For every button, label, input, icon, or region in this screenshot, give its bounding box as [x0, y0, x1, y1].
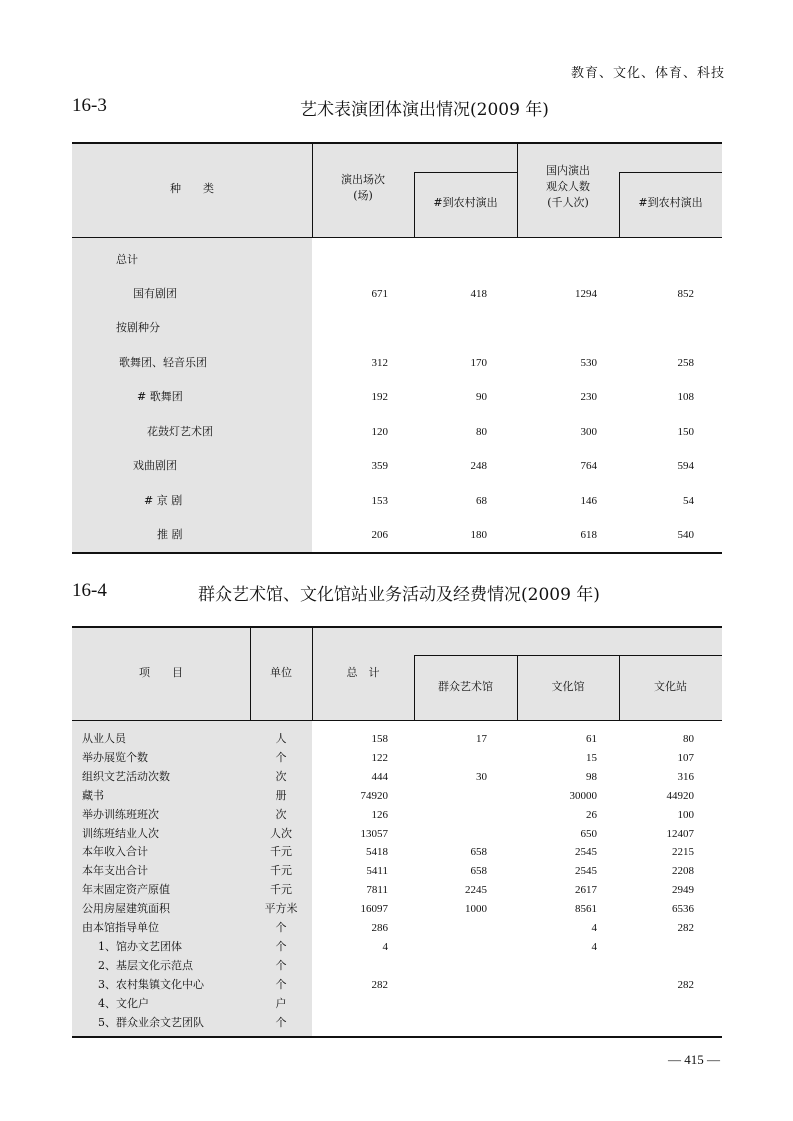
- t2-cell: 74920: [360, 790, 388, 802]
- t1-cell: 359: [371, 460, 388, 472]
- table1-number: 16-3: [72, 95, 107, 116]
- t2-header-total: 总 计: [346, 666, 380, 679]
- t1-row-label: 歌舞团、轻音乐团: [119, 356, 207, 369]
- t1-header-category: 种 类: [170, 182, 214, 195]
- t2-row-label: 4、文化户: [98, 997, 149, 1010]
- t2-cell: 16097: [360, 903, 388, 915]
- t1-cell: 120: [371, 426, 388, 438]
- t2-cell: 282: [371, 979, 388, 991]
- t1-header-shows-rural: #到农村演出: [433, 196, 498, 209]
- t2-cell: 650: [580, 828, 597, 840]
- t1-row-label: 国有剧团: [133, 287, 177, 300]
- t2-cell: 2949: [672, 884, 694, 896]
- t2-cell: 98: [586, 771, 597, 783]
- t1-cell: 180: [470, 529, 487, 541]
- t1-cell: 764: [580, 460, 597, 472]
- t1-cell: 671: [371, 288, 388, 300]
- t2-row-unit: 千元: [270, 845, 292, 858]
- t1-cell: 312: [371, 357, 388, 369]
- t2-cell: 6536: [672, 903, 694, 915]
- t2-cell: 282: [677, 979, 694, 991]
- t2-row-unit: 千元: [270, 883, 292, 896]
- t2-row-label: 2、基层文化示范点: [98, 959, 193, 972]
- t2-cell: 12407: [666, 828, 694, 840]
- t1-cell: 530: [580, 357, 597, 369]
- t1-cell: 146: [580, 495, 597, 507]
- t2-cell: 126: [371, 809, 388, 821]
- t2-cell: 7811: [366, 884, 388, 896]
- t2-cell: 2208: [672, 865, 694, 877]
- t2-cell: 61: [586, 733, 597, 745]
- t2-cell: 80: [683, 733, 694, 745]
- t1-cell: 90: [476, 391, 487, 403]
- t2-row-label: 年末固定资产原值: [82, 883, 170, 896]
- t2-cell: 5411: [366, 865, 388, 877]
- t2-cell: 444: [371, 771, 388, 783]
- t2-row-label: 由本馆指导单位: [82, 921, 159, 934]
- t2-cell: 100: [677, 809, 694, 821]
- table2-title: 群众艺术馆、文化馆站业务活动及经费情况(2009 年): [198, 585, 600, 605]
- t1-row-label: # 京 剧: [144, 494, 183, 507]
- t1-row-label: 按剧种分: [116, 321, 160, 334]
- t2-row-label: 公用房屋建筑面积: [82, 902, 170, 915]
- t2-row-unit: 人次: [270, 827, 292, 840]
- t2-cell: 15: [586, 752, 597, 764]
- t2-row-label: 训练班结业人次: [82, 827, 159, 840]
- t2-row-label: 从业人员: [82, 732, 126, 745]
- t2-cell: 2545: [575, 846, 597, 858]
- t2-cell: 4: [382, 941, 388, 953]
- t1-cell: 618: [580, 529, 597, 541]
- t2-cell: 158: [371, 733, 388, 745]
- t2-cell: 122: [371, 752, 388, 764]
- t2-row-unit: 个: [275, 921, 287, 934]
- running-header: 教育、文化、体育、科技: [570, 66, 725, 81]
- t2-row-unit: 个: [275, 940, 287, 953]
- t1-cell: 108: [677, 391, 694, 403]
- t1-cell: 248: [470, 460, 487, 472]
- table2-number: 16-4: [72, 580, 107, 601]
- t1-row-label: 总计: [116, 253, 138, 266]
- t1-cell: 206: [371, 529, 388, 541]
- t2-row-unit: 平方米: [264, 902, 298, 915]
- t2-cell: 30: [476, 771, 487, 783]
- t2-cell: 44920: [666, 790, 694, 802]
- t1-cell: 1294: [575, 288, 597, 300]
- t2-cell: 658: [470, 846, 487, 858]
- t2-row-unit: 次: [275, 808, 287, 821]
- t1-header-shows: 演出场次 (场): [341, 173, 385, 202]
- t2-cell: 30000: [569, 790, 597, 802]
- t2-row-label: 1、馆办文艺团体: [98, 940, 182, 953]
- t1-cell: 258: [677, 357, 694, 369]
- t1-cell: 170: [470, 357, 487, 369]
- t2-row-unit: 册: [275, 789, 287, 802]
- t2-cell: 4: [591, 922, 597, 934]
- t2-row-label: 举办展览个数: [82, 751, 148, 764]
- t2-row-unit: 次: [275, 770, 287, 783]
- t1-cell: 230: [580, 391, 597, 403]
- t1-cell: 150: [677, 426, 694, 438]
- t2-row-label: 藏书: [82, 789, 104, 802]
- t1-cell: 418: [470, 288, 487, 300]
- t1-cell: 540: [677, 529, 694, 541]
- t2-header-culture-hall: 文化馆: [551, 680, 585, 693]
- t2-cell: 2545: [575, 865, 597, 877]
- t2-row-label: 本年收入合计: [82, 845, 148, 858]
- t2-row-label: 本年支出合计: [82, 864, 148, 877]
- t1-cell: 80: [476, 426, 487, 438]
- t2-row-label: 组织文艺活动次数: [82, 770, 170, 783]
- t2-header-item: 项 目: [139, 666, 183, 679]
- t1-header-audience: 国内演出 观众人数 (千人次): [546, 164, 590, 209]
- t1-cell: 852: [677, 288, 694, 300]
- t2-cell: 282: [677, 922, 694, 934]
- t2-cell: 316: [677, 771, 694, 783]
- t1-row-label: 戏曲剧团: [133, 459, 177, 472]
- page-number: — 415 —: [668, 1052, 720, 1067]
- t1-cell: 68: [476, 495, 487, 507]
- t2-header-art-center: 群众艺术馆: [438, 680, 493, 693]
- t2-row-unit: 千元: [270, 864, 292, 877]
- t2-cell: 8561: [575, 903, 597, 915]
- t2-cell: 26: [586, 809, 597, 821]
- t2-cell: 4: [591, 941, 597, 953]
- t1-cell: 54: [683, 495, 694, 507]
- t1-cell: 153: [371, 495, 388, 507]
- t2-cell: 1000: [465, 903, 487, 915]
- t2-row-unit: 个: [275, 959, 287, 972]
- t1-cell: 192: [371, 391, 388, 403]
- t2-row-unit: 个: [275, 978, 287, 991]
- t2-cell: 286: [371, 922, 388, 934]
- t2-row-label: 3、农村集镇文化中心: [98, 978, 204, 991]
- t1-header-audience-rural: #到农村演出: [638, 196, 703, 209]
- t2-cell: 107: [677, 752, 694, 764]
- t1-row-label: 推 剧: [157, 528, 183, 541]
- t2-cell: 17: [476, 733, 487, 745]
- t2-row-label: 5、群众业余文艺团队: [98, 1016, 204, 1029]
- t2-cell: 2215: [672, 846, 694, 858]
- t2-cell: 13057: [360, 828, 388, 840]
- t2-row-unit: 户: [275, 997, 287, 1010]
- t2-cell: 5418: [366, 846, 388, 858]
- table1-title: 艺术表演团体演出情况(2009 年): [300, 100, 549, 120]
- t2-cell: 2617: [575, 884, 597, 896]
- t1-row-label: # 歌舞团: [137, 390, 183, 403]
- t2-row-label: 举办训练班班次: [82, 808, 159, 821]
- t1-cell: 594: [677, 460, 694, 472]
- t1-cell: 300: [580, 426, 597, 438]
- t2-cell: 658: [470, 865, 487, 877]
- t2-header-culture-station: 文化站: [654, 680, 687, 693]
- t2-row-unit: 个: [275, 1016, 287, 1029]
- t2-cell: 2245: [465, 884, 487, 896]
- t2-header-unit: 单位: [270, 666, 292, 679]
- t2-row-unit: 人: [275, 732, 287, 745]
- t2-row-unit: 个: [275, 751, 287, 764]
- t1-row-label: 花鼓灯艺术团: [147, 425, 213, 438]
